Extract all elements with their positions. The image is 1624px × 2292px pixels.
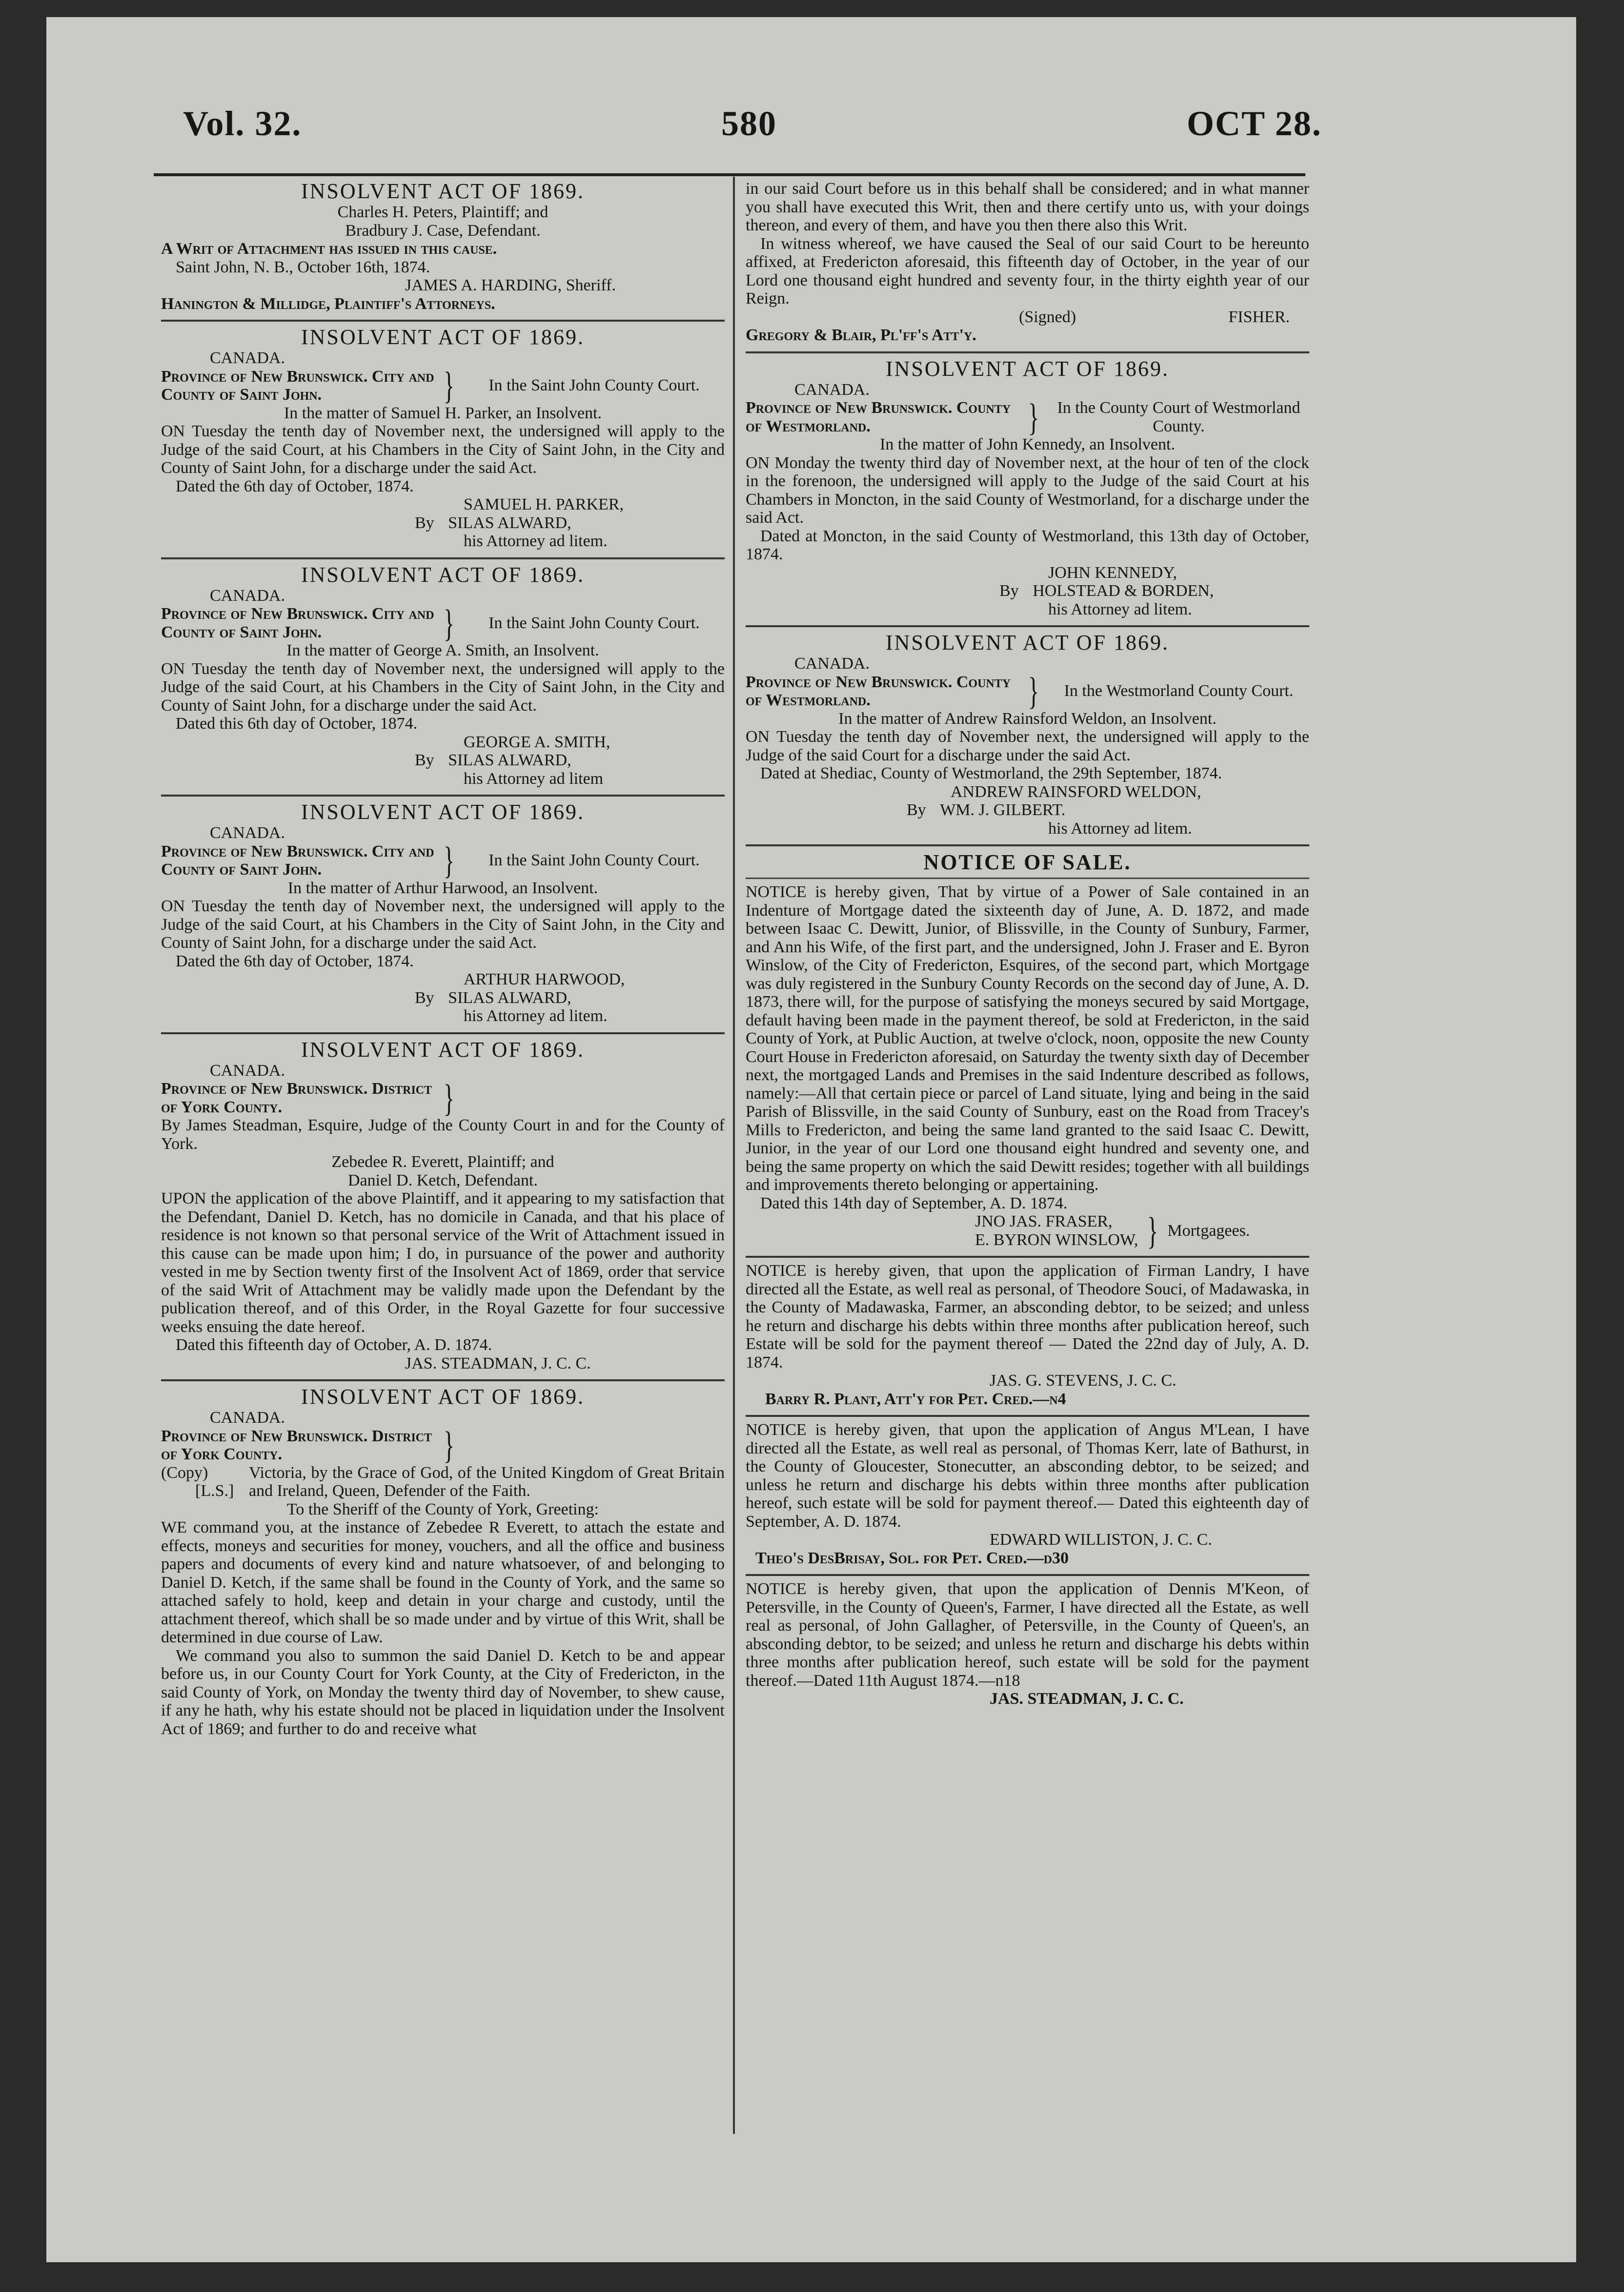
mortgagee-names <box>975 1212 1138 1249</box>
insolvent-name: SAMUEL H. PARKER, <box>464 495 624 513</box>
divider <box>746 1574 1309 1576</box>
canada-label: CANADA. <box>210 349 285 367</box>
dateline: Dated the 6th day of October, 1874. <box>176 952 414 970</box>
divider <box>161 1032 725 1034</box>
notice-heading: INSOLVENT ACT OF 1869. <box>301 800 585 824</box>
notice-kennedy <box>746 357 1309 619</box>
notice-body: ON Tuesday the tenth day of November next, the undersigned will apply to the Judge of the said Court, at his Chambers in the City of Saint John, in the City and County of Saint John, for a discharge under the said Act. <box>161 659 725 715</box>
notice-body: NOTICE is hereby given, that upon the application of Firman Landry, I have directed all the Estate, as well real as personal, of Theodore Souci, of Madawaska, in the County of Madawaska, Farmer, an absconding debtor, to be seized; and unless he return and discharge his debts within three months after publication hereof, such Estate will be sold for the payment thereof — Dated the 22nd day of July, A. D. 1874. <box>746 1262 1309 1371</box>
attorney-role: his Attorney ad litem. <box>464 1007 608 1025</box>
divider <box>161 320 725 322</box>
notice-parker <box>161 326 725 551</box>
brace: } <box>443 1424 455 1466</box>
notice-gallagher <box>746 1580 1309 1708</box>
right-column <box>746 180 1309 1715</box>
court-caption <box>161 839 725 881</box>
court-name: In the Westmorland County Court. <box>1064 682 1294 700</box>
attorneys-line: Gregory & Blair, Pl'ff's Att'y. <box>746 326 976 344</box>
canada-label: CANADA. <box>210 586 285 605</box>
notice-kerr <box>746 1421 1309 1567</box>
notice-body: ON Tuesday the tenth day of November next, the undersigned will apply to the Judge of the said Court for a discharge under the said Act. <box>746 728 1309 764</box>
jurisdiction: Province of New Brunswick. District of York County. <box>161 1427 432 1463</box>
dateline: Dated this 14th day of September, A. D. 1874. <box>760 1194 1068 1212</box>
brace: } <box>1028 670 1039 712</box>
jurisdiction: Province of New Brunswick. County of Westmorland. <box>746 399 1011 435</box>
divider <box>746 1256 1309 1258</box>
court-name: In the Saint John County Court. <box>488 851 700 870</box>
notice-souci <box>746 1262 1309 1408</box>
party-line: Daniel D. Ketch, Defendant. <box>348 1171 538 1189</box>
header-rule <box>154 173 1305 176</box>
issue-date: OCT 28. <box>1187 104 1322 143</box>
mortgagees-block <box>746 1209 1309 1252</box>
court-caption <box>161 601 725 644</box>
witness-clause: In witness whereof, we have caused the Seal of our said Court to be hereunto affixed, at Fredericton aforesaid, this fifteenth day of October, in the year of our Lord one thousand eight hundred and seventy four, in the thirty eighth year of our Reign. <box>746 234 1309 307</box>
court-caption <box>746 670 1309 712</box>
attorney-role: his Attorney ad litem. <box>1048 600 1192 618</box>
attorney-role: his Attorney ad litem. <box>464 532 608 550</box>
divider <box>746 625 1309 627</box>
writ-body: in our said Court before us in this behalf shall be considered; and in what manner you shall have executed this Writ, then and there certify unto us, with your doings thereon, and every of them, and have you then there also this Writ. <box>746 180 1309 234</box>
jurisdiction: Province of New Brunswick. District of York County. <box>161 1080 432 1116</box>
ls-label: [L.S.] <box>195 1482 234 1500</box>
divider <box>746 844 1309 846</box>
dateline: Dated at Moncton, in the said County of Westmorland, this 13th day of October, 1874. <box>746 527 1309 563</box>
divider <box>746 1415 1309 1417</box>
notice-everett-writ <box>161 1385 725 1738</box>
canada-label: CANADA. <box>794 380 870 399</box>
column-rule <box>733 177 735 2134</box>
matter-line: In the matter of Samuel H. Parker, an Insolvent. <box>284 404 602 422</box>
by-attorney: By HOLSTEAD & BORDEN, <box>999 582 1214 600</box>
writ-line: A Writ of Attachment has issued in this cause. <box>161 240 497 258</box>
insolvent-name: GEORGE A. SMITH, <box>464 733 610 751</box>
divider <box>746 351 1309 353</box>
mortgagee-name: JNO JAS. FRASER, <box>975 1212 1113 1230</box>
attorney-role: his Attorney ad litem. <box>1048 819 1192 838</box>
matter-line: In the matter of Andrew Rainsford Weldon, an Insolvent. <box>838 709 1217 728</box>
court-name: In the County Court of Westmorland County. <box>1057 399 1300 435</box>
attorneys-line: Barry R. Plant, Att'y for Pet. Cred.—n4 <box>765 1390 1066 1408</box>
greeting: To the Sheriff of the County of York, Greeting: <box>286 1500 599 1518</box>
notice-heading: INSOLVENT ACT OF 1869. <box>301 179 585 203</box>
notice-smith <box>161 563 725 788</box>
party-line: Bradbury J. Case, Defendant. <box>345 221 541 240</box>
court-name: In the Saint John County Court. <box>488 614 700 632</box>
signed-label: (Signed) <box>1019 307 1076 326</box>
dateline: Dated the 6th day of October, 1874. <box>176 477 414 495</box>
court-caption <box>161 364 725 407</box>
seal-block <box>161 1464 725 1500</box>
judge-signature: JAS. STEADMAN, J. C. C. <box>990 1690 1184 1708</box>
notice-heading: INSOLVENT ACT OF 1869. <box>301 1385 585 1409</box>
notice-of-sale <box>746 850 1309 1252</box>
fisher-signature: FISHER. <box>1228 307 1290 326</box>
matter-line: In the matter of Arthur Harwood, an Insolvent. <box>287 879 598 897</box>
jurisdiction: Province of New Brunswick. City and County of Saint John. <box>161 842 434 879</box>
attorneys-line: Theo's DesBrisay, Sol. for Pet. Cred.—d30 <box>755 1549 1069 1567</box>
judge-line: By James Steadman, Esquire, Judge of the County Court in and for the County of York. <box>161 1116 725 1153</box>
canada-label: CANADA. <box>794 655 870 673</box>
insolvent-name: ANDREW RAINSFORD WELDON, <box>951 782 1201 801</box>
notice-heading: INSOLVENT ACT OF 1869. <box>301 325 585 349</box>
brace: } <box>1147 1209 1158 1252</box>
divider <box>161 1379 725 1381</box>
brace: } <box>443 839 455 881</box>
notice-body: ON Tuesday the tenth day of November next, the undersigned will apply to the Judge of the said Court, at his Chambers in the City of Saint John, in the City and County of Saint John, for a discharge under the said Act. <box>161 897 725 952</box>
jurisdiction: Province of New Brunswick. County of Westmorland. <box>746 673 1011 709</box>
mortgagees-label: Mortgagees. <box>1167 1221 1250 1240</box>
by-attorney: By SILAS ALWARD, <box>415 513 571 532</box>
notice-heading: NOTICE OF SALE. <box>923 850 1132 874</box>
attorney-role: his Attorney ad litem <box>464 769 604 788</box>
by-attorney: By SILAS ALWARD, <box>415 751 571 769</box>
order-body: UPON the application of the above Plaintiff, and it appearing to my satisfaction that the Defendant, Daniel D. Ketch, has no domicile in Canada, and that his place of residence is not known so that personal service of the Writ of Attachment issued in this cause can be made upon him; I do, in pursuance of the power and authority vested in me by Section twenty first of the Insolvent Act of 1869, order that service of the said Writ of Attachment may be validly made upon the Defendant by the publication thereof, and of this Order, in the Royal Gazette for four successive weeks ensuing the date hereof. <box>161 1189 725 1336</box>
notice-everett-order <box>161 1038 725 1373</box>
brace: } <box>443 1076 455 1119</box>
court-caption <box>161 1076 725 1119</box>
notice-heading: INSOLVENT ACT OF 1869. <box>885 631 1170 655</box>
dateline: Dated this fifteenth day of October, A. D. 1874. <box>176 1336 492 1354</box>
judge-signature: JAS. STEADMAN, J. C. C. <box>405 1354 591 1372</box>
notice-body: ON Monday the twenty third day of November next, at the hour of ten of the clock in the forenoon, the undersigned will apply to the Judge of the said Court at his Chambers in Moncton, in the said County of Westmorland, for a discharge under the said Act. <box>746 453 1309 527</box>
notice-heading: INSOLVENT ACT OF 1869. <box>885 356 1170 381</box>
crown-style: Victoria, by the Grace of God, of the United Kingdom of Great Britain and Ireland, Queen, Defender of the Faith. <box>249 1463 725 1500</box>
copy-label: (Copy) <box>161 1463 208 1482</box>
judge-signature: JAS. G. STEVENS, J. C. C. <box>990 1371 1177 1390</box>
court-caption <box>746 395 1309 438</box>
insolvent-name: JOHN KENNEDY, <box>1048 563 1177 582</box>
matter-line: In the matter of George A. Smith, an Insolvent. <box>286 641 599 659</box>
notice-harwood <box>161 800 725 1025</box>
canada-label: CANADA. <box>210 1061 285 1080</box>
notice-heading: INSOLVENT ACT OF 1869. <box>301 562 585 587</box>
notice-peters-case <box>161 180 725 313</box>
by-attorney: By WM. J. GILBERT. <box>907 801 1066 819</box>
brace: } <box>443 364 455 407</box>
notice-everett-writ-continued <box>746 180 1309 345</box>
judge-signature: EDWARD WILLISTON, J. C. C. <box>990 1531 1212 1549</box>
party-line: Zebedee R. Everett, Plaintiff; and <box>331 1153 554 1171</box>
attorneys-line: Hanington & Millidge, Plaintiff's Attorneys. <box>161 294 495 313</box>
canada-label: CANADA. <box>210 1409 285 1427</box>
mortgagee-name: E. BYRON WINSLOW, <box>975 1230 1138 1249</box>
writ-body: WE command you, at the instance of Zebedee R Everett, to attach the estate and effects, moneys and securities for money, vouchers, and all the office and business papers and documents of every kind and nature whatsoever, of and belonging to Daniel D. Ketch, if the same shall be found in the County of York, and the same so attached safely to hold, keep and detain in your charge and custody, until the attachment thereof, which shall be so made under and by virtue of this Writ, shall be determined in due course of Law. <box>161 1518 725 1646</box>
notice-heading: INSOLVENT ACT OF 1869. <box>301 1037 585 1062</box>
left-column <box>161 180 725 1745</box>
signature-line <box>746 308 1309 327</box>
divider <box>161 557 725 559</box>
court-name: In the Saint John County Court. <box>488 376 700 395</box>
dateline: Saint John, N. B., October 16th, 1874. <box>176 258 430 276</box>
notice-body: NOTICE is hereby given, that upon the application of Dennis M'Keon, of Petersville, in the County of Queen's, Farmer, I have directed all the Estate, as well real as personal, of John Gallagher, of Petersville, in the County of Queen's, an absconding debtor, to be seized; and unless he return and discharge his debts within three months after publication hereof, such estate will be sold for the payment thereof.—Dated 11th August 1874.—n18 <box>746 1580 1309 1690</box>
writ-body: We command you also to summon the said Daniel D. Ketch to be and appear before us, in our County Court for York County, at the City of Fredericton, in the said County of York, on Monday the twenty third day of November, to shew cause, if any he hath, why his estate should not be placed in liquidation under the Insolvent Act of 1869; and further to do and receive what <box>161 1646 725 1738</box>
insolvent-name: ARTHUR HARWOOD, <box>464 970 625 988</box>
dateline: Dated at Shediac, County of Westmorland, the 29th September, 1874. <box>760 764 1222 782</box>
jurisdiction: Province of New Brunswick. City and County of Saint John. <box>161 367 434 404</box>
party-line: Charles H. Peters, Plaintiff; and <box>337 203 548 221</box>
jurisdiction: Province of New Brunswick. City and County of Saint John. <box>161 605 434 641</box>
by-attorney: By SILAS ALWARD, <box>415 988 571 1007</box>
notice-body: NOTICE is hereby given, that upon the application of Angus M'Lean, I have directed all the Estate, as well real as personal, of Thomas Kerr, late of Bathurst, in the County of Gloucester, Stonecutter, an absconding debtor, to be seized; and unless he return and discharge his debts within three months after publication hereof, such estate will be sold for payment thereof.— Dated this eighteenth day of September, A. D. 1874. <box>746 1421 1309 1531</box>
notice-weldon <box>746 631 1309 838</box>
sale-body: NOTICE is hereby given, That by virtue of a Power of Sale contained in an Indenture of Mortgage dated the sixteenth day of June, A. D. 1872, and made between Isaac C. Dewitt, Junior, of Blissville, in the County of Sunbury, Farmer, and Ann his Wife, of the first part, and the undersigned, John J. Fraser and E. Byron Winslow, of the City of Fredericton, Esquires, of the second part, which Mortgage was duly registered in the Sunbury County Records on the second day of June, A. D. 1873, there will, for the purpose of satisfying the moneys secured by said Mortgage, default having been made in the payment thereof, be sold at Fredericton, in the said County of York, at Public Auction, at twelve o'clock, noon, opposite the new County Court House in Fredericton aforesaid, on Saturday the twenty sixth day of December next, the mortgaged Lands and Premises in the said Indenture described as follows, namely:—All that certain piece or parcel of Land situate, lying and being in the said Parish of Blissville, in the said County of Sunbury, east on the Road from Tracey's Mills to Fredericton, and being the same land granted to the said Isaac C. Dewitt, Junior, in the year of our Lord one thousand eight hundred and seventy one, and being the same property on which the said Dewitt resides; together with all buildings and improvements thereto belonging or appertaining. <box>746 883 1309 1194</box>
matter-line: In the matter of John Kennedy, an Insolvent. <box>880 435 1175 453</box>
page-number: 580 <box>721 104 777 143</box>
notice-body: ON Tuesday the tenth day of November next, the undersigned will apply to the Judge of the said Court, at his Chambers in the City of Saint John, in the City and County of Saint John, for a discharge under the said Act. <box>161 422 725 477</box>
dateline: Dated this 6th day of October, 1874. <box>176 715 418 733</box>
divider <box>746 878 1309 879</box>
divider <box>161 795 725 797</box>
volume-number: Vol. 32. <box>183 104 302 143</box>
canada-label: CANADA. <box>210 824 285 842</box>
brace: } <box>443 601 455 644</box>
brace: } <box>1028 395 1039 438</box>
court-caption <box>161 1424 725 1466</box>
seal-labels <box>161 1464 249 1500</box>
sheriff-signature: JAMES A. HARDING, Sheriff. <box>405 276 616 294</box>
